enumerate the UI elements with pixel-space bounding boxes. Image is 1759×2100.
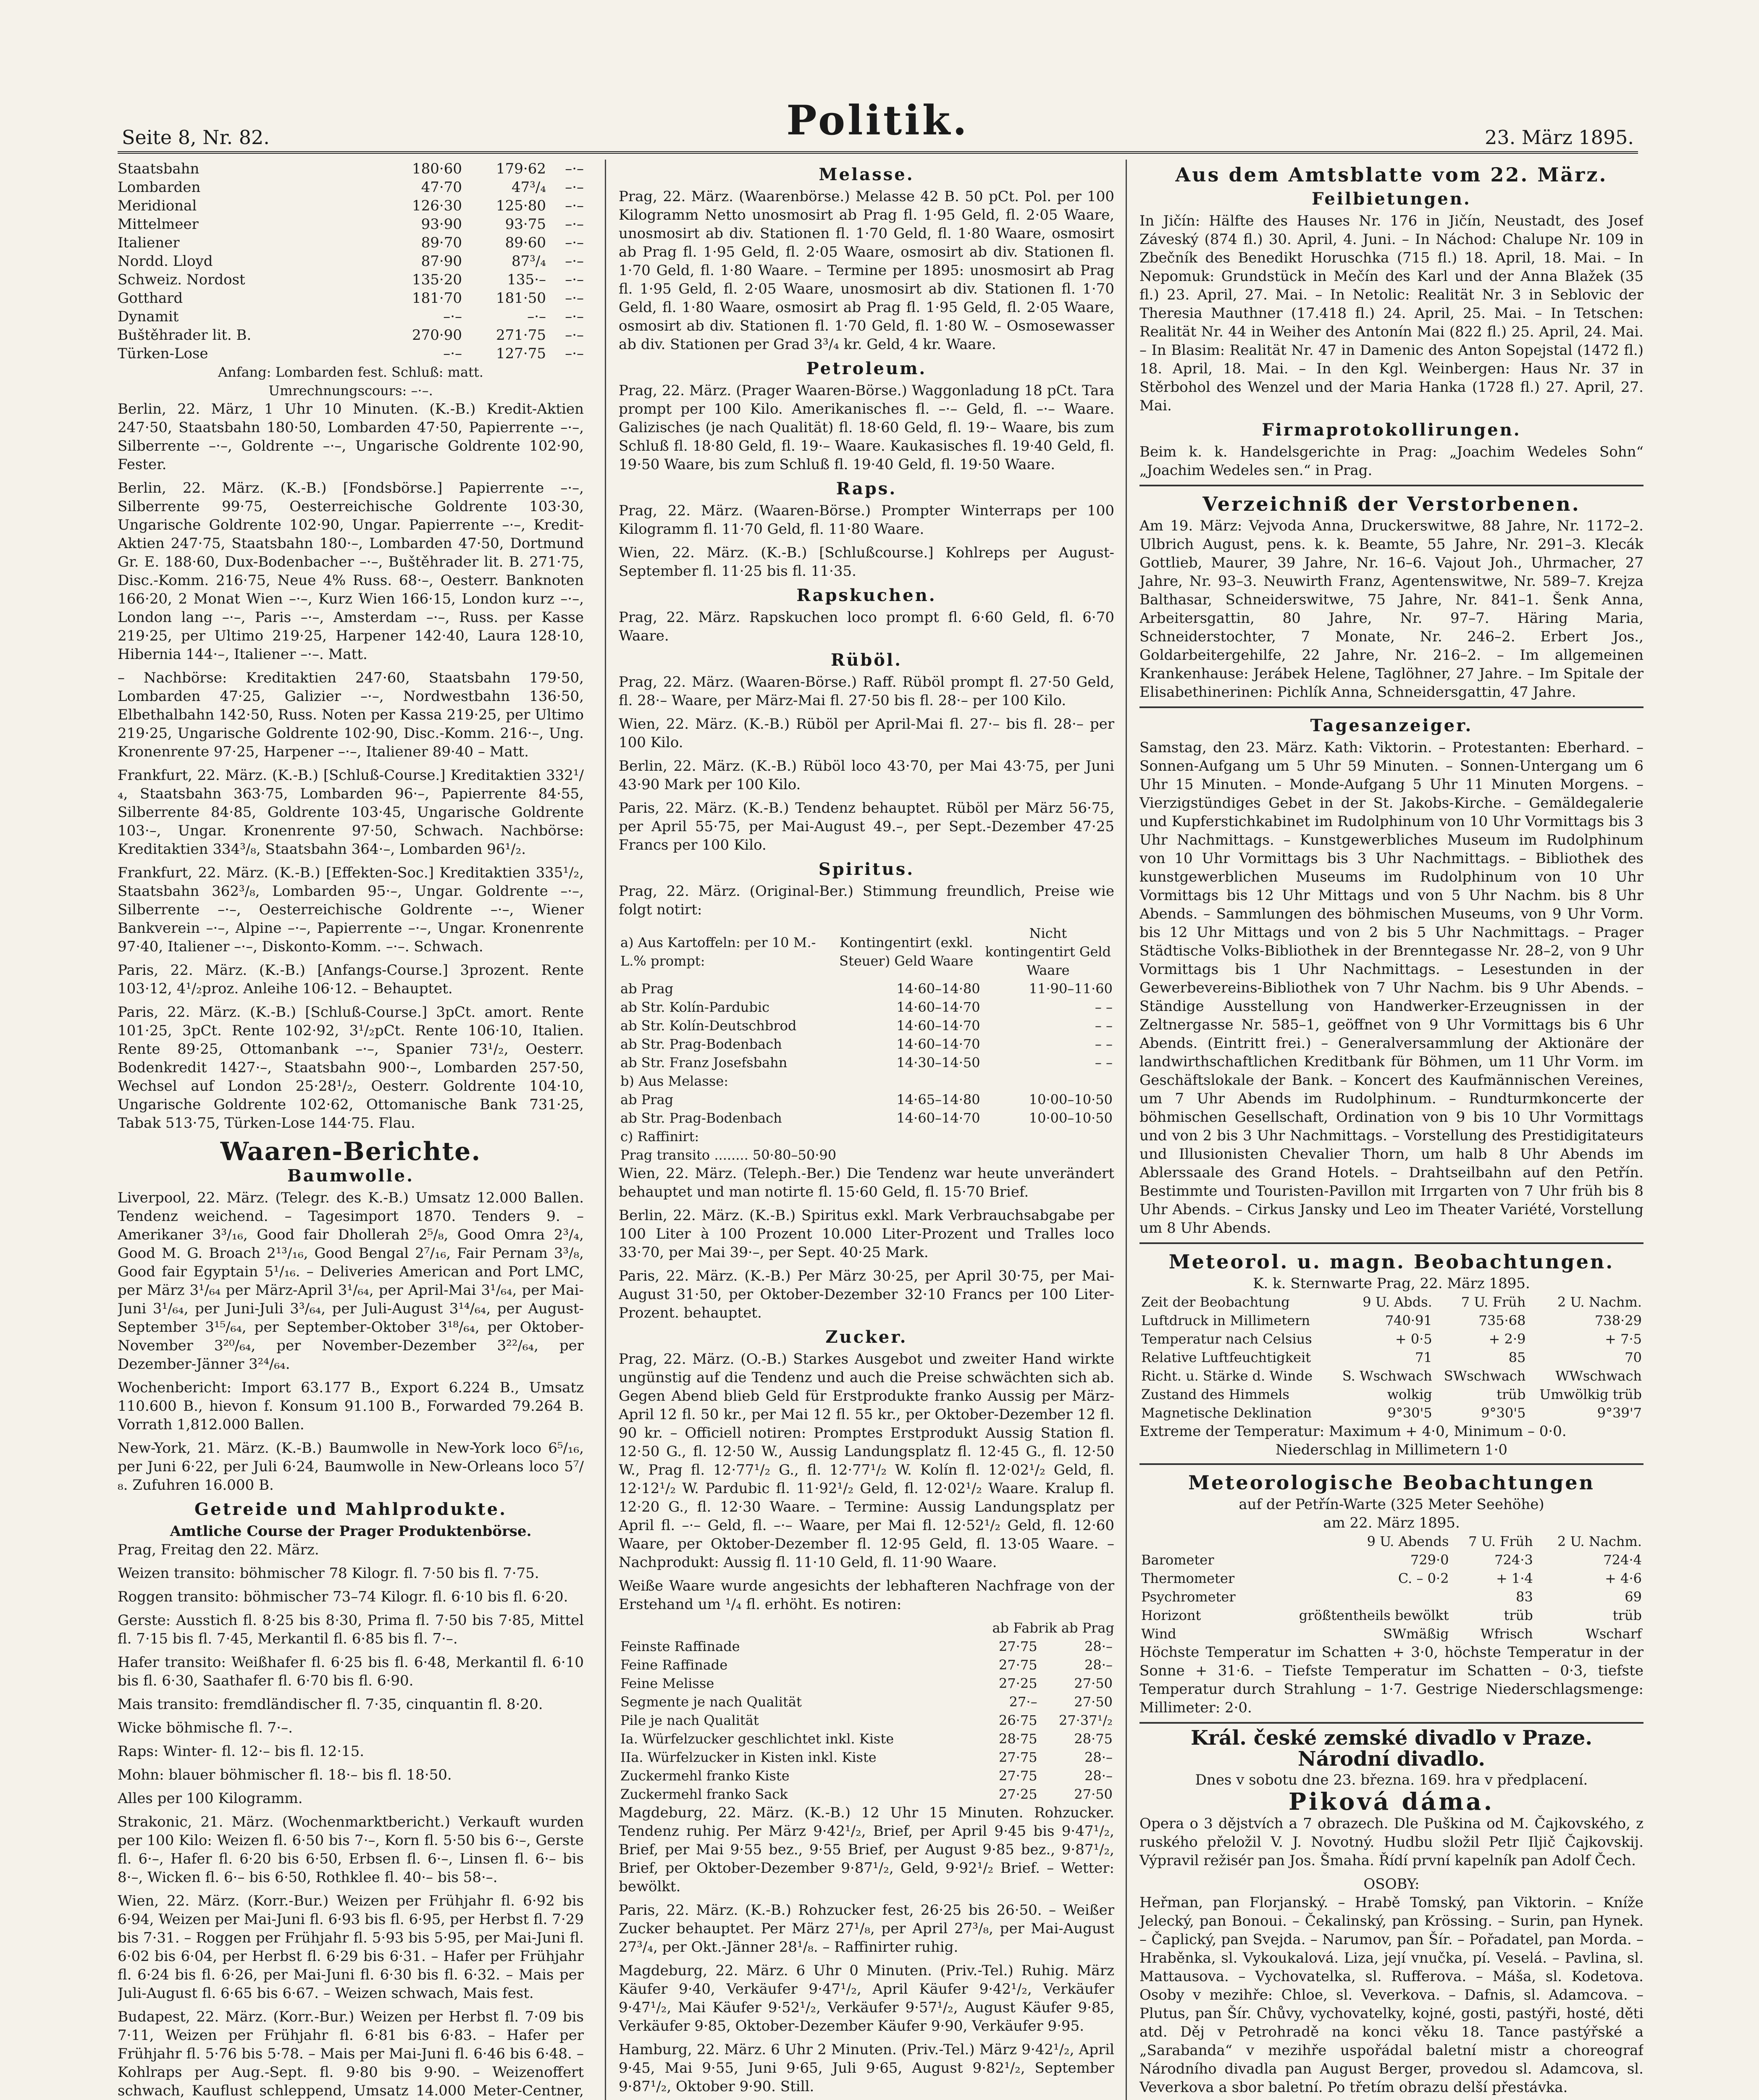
page-number: Seite 8, Nr. 82. xyxy=(122,126,270,149)
zucker-row-cell: 27·25 xyxy=(998,1675,1037,1691)
spiritus-b-label: b) Aus Melasse: xyxy=(620,1073,729,1089)
spiritus-row-cell: ab Str. Prag-Bodenbach xyxy=(620,1110,782,1126)
zucker-row-cell: 28·– xyxy=(1084,1768,1113,1784)
getreide-text xyxy=(118,1541,584,2100)
stock-value-3: –·– xyxy=(565,160,584,177)
stock-value-1: 270·90 xyxy=(412,327,462,344)
exchange-report: Frankfurt, 22. März. (K.-B.) [Effekten-Soc.] Kreditaktien 335¹/₂, Staatsbahn 362³/₈, Lombarden 95·–, Ungar. Goldrente –·–, Silberrente –·–, Oesterreichische Goldrente –·–, Wiener Bankverein –·–, Alpine –·–, Papierrente –·–, Ungar. Kronenrente 97·40, Italiener –·–, Diskonto-Komm. –·–. Schwach. xyxy=(118,864,584,955)
baumwolle-heading: Baumwolle. xyxy=(287,1166,414,1186)
meteo2-row-cell: trüb xyxy=(1504,1607,1533,1623)
spiritus-row xyxy=(619,1090,1114,1109)
stock-name: Mittelmeer xyxy=(118,216,199,233)
column-2 xyxy=(605,160,1114,2100)
meteo2-row-cell: 724·3 xyxy=(1494,1552,1533,1568)
meteo-row-cell: trüb xyxy=(1496,1386,1526,1402)
zucker-row xyxy=(619,1693,1114,1711)
zucker-row-cell: 27·75 xyxy=(998,1768,1037,1784)
theatre1-line: Dnes v sobotu dne 23. března. 169. hra v předplacení. xyxy=(1195,1772,1588,1788)
meteo2-row-cell: Barometer xyxy=(1141,1552,1214,1568)
stock-value-1: –·– xyxy=(443,345,462,362)
zucker-row xyxy=(619,1637,1114,1656)
zucker-row-cell: 27·75 xyxy=(998,1638,1037,1654)
stock-value-1: 135·20 xyxy=(412,271,462,288)
zucker-row-cell: 27·75 xyxy=(998,1657,1037,1673)
meteo-row-cell: Relative Luftfeuchtigkeit xyxy=(1141,1349,1311,1365)
meteo-row-cell: 85 xyxy=(1508,1349,1526,1365)
getreide-report: Raps: Winter- fl. 12·– bis fl. 12·15. xyxy=(118,1743,365,1760)
stock-row xyxy=(118,160,584,178)
exchange-report: Berlin, 22. März, 1 Uhr 10 Minuten. (K.-B.) Kredit-Aktien 247·50, Staatsbahn 180·50, Lombarden 47·50, Papierrente –·–, Silberrente –·–, Goldrente –·–, Ungarische Goldrente 102·90, Fester. xyxy=(118,401,584,473)
petroleum-text: Prag, 22. März. (Prager Waaren-Börse.) Waggonladung 18 pCt. Tara prompt per 100 Kilo. Amerikanisches fl. –·– Geld, fl. –·– Waare. Galizisches (je nach Qualität) fl. 18·60 Geld, fl. 19·– Waare, bis zum Schluß fl. 18·80 Geld, fl. 19·– Waare. Kaukasisches fl. 19·40 Geld, fl. 19·50 Waare, bis zum Schluß fl. 19·40 Geld, fl. 19·50 Waare. xyxy=(619,382,1114,473)
stock-value-2: 47³/₄ xyxy=(512,179,546,196)
melasse-text: Prag, 22. März. (Waarenbörse.) Melasse 42 B. 50 pCt. Pol. per 100 Kilogramm Netto unosmosirt ab Prag fl. 1·95 Geld, fl. 2·05 Waare, unosmosirt ab div. Stationen fl. 1·70 Geld, fl. 1·80 Waare, osmosirt ab Prag fl. 1·95 Geld, fl. 2·05 Waare, osmosirt ab div. Stationen fl. 1·70 Geld, fl. 1·80 Waare. – Termine per 1895: unosmosirt ab Prag fl. 1·95 Geld, fl. 2·05 Waare, unosmosirt ab div. Stationen fl. 1·70 Geld, fl. 1·80 Waare, osmosirt ab Prag fl. 1·95 Geld, fl. 2·05 Waare, osmosirt ab div. Stationen fl. 1·70 Geld, fl. 1·80 W. – Osmosewasser ab div. Stationen per Grad 3³/₄ kr. Geld, 4 kr. Waare. xyxy=(619,188,1114,353)
spiritus-row-cell: 10·00–10·50 xyxy=(1029,1110,1113,1126)
zucker-report: Weiße Waare wurde angesichts der lebhafteren Nachfrage von der Erstehand um ¹/₄ fl. erhöht. Es notiren: xyxy=(619,1578,1114,1613)
stock-name: Italiener xyxy=(118,234,180,251)
theatre1-osoby: OSOBY: xyxy=(1363,1876,1420,1893)
spiritus-row-cell: 14·60–14·80 xyxy=(896,981,980,997)
meteo-extremes: Extreme der Temperatur: Maximum + 4·0, Minimum – 0·0. xyxy=(1139,1423,1567,1440)
baumwolle-text xyxy=(118,1189,584,1494)
stock-value-2: 135·– xyxy=(507,271,546,288)
waaren-heading: Waaren-Berichte. xyxy=(220,1137,481,1166)
stock-row xyxy=(118,234,584,252)
meteo2-subheading-2: am 22. März 1895. xyxy=(1323,1515,1460,1531)
spiritus-text xyxy=(619,1164,1114,1322)
stock-name: Schweiz. Nordost xyxy=(118,271,245,288)
zucker-row xyxy=(619,1730,1114,1748)
zucker-row xyxy=(619,1748,1114,1767)
exchange-reports xyxy=(118,400,584,1132)
stock-name: Staatsbahn xyxy=(118,160,200,177)
stock-value-1: 126·30 xyxy=(412,197,462,214)
zucker-report: Magdeburg, 22. März. (K.-B.) 12 Uhr 15 Minuten. Rohzucker. Tendenz ruhig. Per März 9·42¹/₂, Brief, per April 9·45 bis 9·47¹/₂, Brief, per Mai 9·55 bez., 9·55 Brief, per August 9·85 bez., 9·87¹/₂, Brief, per Oktober-Dezember 9·87¹/₂, Geld, 9·92¹/₂ Brief. – Wetter: bewölkt. xyxy=(619,1804,1114,1895)
raps-report: Wien, 22. März. (K.-B.) [Schlußcourse.] Kohlreps per August-September fl. 11·25 bis fl. 11·35. xyxy=(619,544,1114,580)
getreide-report: Strakonic, 21. März. (Wochenmarktbericht.) Verkauft wurden per 100 Kilo: Weizen fl. 6·50 bis 7·–, Korn fl. 5·50 bis 6·–, Gerste fl. 6·–, Hafer fl. 6·20 bis 6·50, Erbsen fl. 6·–, Linsen fl. 6·– bis 8·–, Wicken fl. 6·– bis 6·50, Rothklee fl. 40·– bis 58·–. xyxy=(118,1814,584,1886)
stock-value-1: 89·70 xyxy=(421,234,462,251)
stock-value-2: 271·75 xyxy=(496,327,546,344)
stock-value-1: –·– xyxy=(443,308,462,325)
spiritus-row xyxy=(619,1035,1114,1053)
getreide-report: Hafer transito: Weißhafer fl. 6·25 bis fl. 6·48, Merkantil fl. 6·10 bis fl. 6·30, Saathafer fl. 6·70 bis fl. 6·90. xyxy=(118,1654,584,1689)
theatre1-play: Piková dáma. xyxy=(1288,1788,1495,1816)
meteo2-table xyxy=(1139,1532,1643,1643)
zucker-row xyxy=(619,1785,1114,1803)
meteo-row-cell: Umwölkig trüb xyxy=(1539,1386,1642,1402)
issue-date: 23. März 1895. xyxy=(1485,126,1634,149)
spiritus-row-cell: – – xyxy=(1095,1036,1113,1052)
getreide-report: Budapest, 22. März. (Korr.-Bur.) Weizen per Herbst fl. 7·09 bis 7·11, Weizen per Frühjahr fl. 6·81 bis 6·83. – Hafer per Frühjahr fl. 5·76 bis 5·78. – Mais per Mai-Juni fl. 6·46 bis 6·48. – Kohlraps per Aug.-Sept. fl. 9·80 bis 9·90. – Weizenoffert schwach, Kauflust schleppend, Umsatz 14.000 Meter-Centner, xyxy=(118,2008,584,2099)
stock-table xyxy=(118,160,584,363)
theatre1-text: Opera o 3 dějstvích a 7 obrazech. Dle Puškina od M. Čajkovského, z ruského přeložil V. J. Novotný. Hudbu složil Petr Iljič Čajkovskij. Výpravil režisér pan Jos. Šmaha. Řídí první kapelník pan Adolf Čech. xyxy=(1139,1815,1643,1869)
getreide-report: Wien, 22. März. (Korr.-Bur.) Weizen per Frühjahr fl. 6·92 bis 6·94, Weizen per Mai-Juni fl. 6·93 bis fl. 6·95, per Herbst fl. 7·29 bis 7·31. – Roggen per Frühjahr fl. 5·93 bis 5·95, per Mai-Juni fl. 6·02 bis 6·04, per Herbst fl. 6·29 bis 6·31. – Hafer per Frühjahr fl. 6·24 bis fl. 6·26, per Mai-Juni fl. 6·30 bis fl. 6·32. – Mais per Juli-August fl. 6·65 bis 6·67. – Weizen schwach, Mais fest. xyxy=(118,1893,584,2002)
spiritus-head-1: a) Aus Kartoffeln: per 10 M.-L.% prompt: xyxy=(620,934,816,969)
getreide-subheading: Amtliche Course der Prager Produktenbörse. xyxy=(170,1523,532,1540)
column-3 xyxy=(1126,160,1643,2100)
zucker-row xyxy=(619,1767,1114,1785)
getreide-heading: Getreide und Mahlprodukte. xyxy=(194,1499,507,1519)
spiritus-report: Paris, 22. März. (K.-B.) Per März 30·25, per April 30·75, per Mai-August 31·50, per Oktober-Dezember 32·10 Francs per 100 Liter-Prozent. behauptet. xyxy=(619,1268,1114,1321)
tagesanzeiger-text: Samstag, den 23. März. Kath: Viktorin. – Protestanten: Eberhard. – Sonnen-Aufgang um 5 Uhr 59 Minuten. – Sonnen-Untergang um 6 Uhr 15 Minuten. – Monde-Aufgang 5 Uhr 11 Minuten Morgens. – Vierzigstündiges Gebet in der St. Jakobs-Kirche. – Gemäldegalerie und Kupferstichkabinet im Rudolphinum von 10 Uhr Vormittags bis 3 Uhr Nachmittags. – Kunstgewerbliches Museum im Rudolphinum von 10 Uhr Vormittags bis 3 Uhr Nachmittags. – Bibliothek des kunstgewerblichen Museums im Rudolphinum von 10 Uhr Vormittags bis 12 Uhr Mittags und von 5 Uhr Nachm. bis 8 Uhr Abends. – Sammlungen des böhmischen Museums, von 9 Uhr Vorm. bis 12 Uhr Mittags und von 2 bis 5 Uhr Nachmittags. – Prager Städtische Volks-Bibliothek in der Brenntegasse Nr. 28–2, von 9 Uhr Vormittags bis 1 Uhr Nachmittags. – Lesestunden in der Gewerbevereins-Bibliothek von 7 Uhr Nachm. bis 9 Uhr Abends. – Ständige Ausstellung von Handwerker-Erzeugnissen in der Zeltnergasse Nr. 585–1, geöffnet von 9 Uhr Vormittags bis 6 Uhr Abends. (Eintritt frei.) – Generalversammlung der Aktionäre der landwirthschaftlichen Kreditbank für Böhmen, um 11 Uhr Vorm. im Geschäftslokale der Bank. – Koncert des Kaufmännischen Vereines, um 7 Uhr Abends im Rudolphinum. – Rundturmkoncerte der böhmischen Gesellschaft, Ordination von 9 bis 10 Uhr Vormittags und von 2 bis 3 Uhr Nachmittags. – Vorstellung des Prestidigitateurs und Illusionisten Chevalier Thorn, um halb 8 Uhr Abends im Ablerssaale des Grand Hotels. – Drahtseilbahn auf den Petřín. Bestimmte und Touristen-Pavillon mit Irrgarten von 7 Uhr früh bis 8 Uhr Abends. – Cirkus Jansky und Leo im Theater Variété, Vorstellung um 8 Uhr Abends. xyxy=(1139,739,1643,1236)
verstorbene-heading: Verzeichniß der Verstorbenen. xyxy=(1202,493,1580,515)
spiritus-row-cell: 14·60–14·70 xyxy=(896,1110,980,1126)
meteo-row-cell: 738·29 xyxy=(1595,1312,1642,1328)
meteo2-row-cell: C. – 0·2 xyxy=(1398,1570,1449,1586)
meteo2-row-cell: Wfrisch xyxy=(1480,1626,1533,1642)
spiritus-head-3: Nicht kontingentirt Geld Waare xyxy=(985,925,1111,978)
spiritus-intro: Prag, 22. März. (Original-Ber.) Stimmung freundlich, Preise wie folgt notirt: xyxy=(619,883,1114,918)
zucker-row-cell: 27·– xyxy=(1009,1694,1037,1710)
meteo2-row-cell: Thermometer xyxy=(1141,1570,1235,1586)
petroleum-heading: Petroleum. xyxy=(806,359,927,378)
stock-row xyxy=(118,326,584,344)
stock-row xyxy=(118,215,584,234)
meteo-row-cell: wolkig xyxy=(1387,1386,1432,1402)
spiritus-row-cell: – – xyxy=(1095,1018,1113,1034)
getreide-report: Roggen transito: böhmischer 73–74 Kilogr. fl. 6·10 bis fl. 6·20. xyxy=(118,1588,568,1605)
spiritus-row-cell: – – xyxy=(1095,1055,1113,1071)
zucker-row-cell: 27·50 xyxy=(1074,1675,1113,1691)
meteo-row xyxy=(1139,1293,1643,1311)
spiritus-row-cell: 14·30–14·50 xyxy=(896,1055,980,1071)
zucker-table xyxy=(619,1637,1114,1803)
spiritus-row-cell: 14·60–14·70 xyxy=(896,1036,980,1052)
zucker-row-cell: 28·– xyxy=(1084,1657,1113,1673)
spiritus-c-row: Prag transito ........ 50·80–50·90 xyxy=(620,1147,837,1163)
rueboel-text xyxy=(619,673,1114,854)
meteo2-row-cell: + 1·4 xyxy=(1496,1570,1533,1586)
stock-row xyxy=(118,197,584,215)
meteo2-row-cell: 729·0 xyxy=(1410,1552,1449,1568)
meteo-row-cell: Zeit der Beobachtung xyxy=(1141,1294,1290,1310)
stock-value-3: –·– xyxy=(565,271,584,288)
rapskuchen-text: Prag, 22. März. Rapskuchen loco prompt fl. 6·60 Geld, fl. 6·70 Waare. xyxy=(619,609,1114,644)
meteo2-row xyxy=(1139,1588,1643,1606)
meteo-row-cell: + 0·5 xyxy=(1395,1331,1432,1347)
meteo-row xyxy=(1139,1311,1643,1330)
raps-heading: Raps. xyxy=(836,479,897,499)
spiritus-report: Wien, 22. März. (Teleph.-Ber.) Die Tendenz war heute unverändert behauptet und man notirte fl. 15·60 Geld, fl. 15·70 Brief. xyxy=(619,1165,1114,1200)
stock-value-2: 179·62 xyxy=(496,160,546,177)
stock-name: Türken-Lose xyxy=(118,345,208,362)
stock-name: Buštěhrader lit. B. xyxy=(118,327,252,344)
exchange-report: Paris, 22. März. (K.-B.) [Anfangs-Course.] 3prozent. Rente 103·12, 4¹/₂proz. Anleihe 106·12. – Behauptet. xyxy=(118,962,584,997)
firma-heading: Firmaprotokollirungen. xyxy=(1262,420,1521,440)
zucker-report: Prag, 22. März. (O.-B.) Starkes Ausgebot und zweiter Hand wirkte ungünstig auf die Tendenz und auch die Preise schwächten sich ab. Gegen Abend blieb Geld für Erstprodukte franko Aussig per März-April 12 fl. 50 kr., per Mai 12 fl. 55 kr., per Oktober-Dezember 12 fl. 90 kr. – Officiell notiren: Promptes Erstprodukt Aussig Station fl. 12·50 G., fl. 12·50 W., Aussig Landungsplatz fl. 12·45 G., fl. 12·50 W., Prag fl. 12·77¹/₂ G., fl. 12·77¹/₂ W. Kolín fl. 12·02¹/₂ Geld, fl. 12·12¹/₂ W. Pardubic fl. 11·92¹/₂ Geld, fl. 12·02¹/₂ Waare. Kralup fl. 12·20 G., fl. 12·30 Waare. – Termine: Aussig Landungsplatz per April fl. –·– Geld, fl. –·– Waare, per Mai fl. 12·52¹/₂ Geld, fl. 12·60 Waare, per Oktober-Dezember fl. 12·95 Geld, fl. 13·05 Waare. – Nachprodukt: Aussig fl. 11·10 Geld, fl. 11·90 Waare. xyxy=(619,1351,1114,1571)
amtsblatt-heading: Aus dem Amtsblatte vom 22. März. xyxy=(1175,163,1608,186)
stock-note-2: Umrechnungscours: –·–. xyxy=(268,383,433,399)
stock-value-1: 93·90 xyxy=(421,216,462,233)
meteo-row-cell: Richt. u. Stärke d. Winde xyxy=(1141,1368,1313,1384)
zucker-row-cell: 28·75 xyxy=(1074,1731,1113,1747)
meteo-rain: Niederschlag in Millimetern 1·0 xyxy=(1275,1441,1508,1458)
rapskuchen-heading: Rapskuchen. xyxy=(796,585,937,605)
meteo-row-cell: 9°30'5 xyxy=(1481,1405,1526,1421)
stock-name: Gotthard xyxy=(118,290,183,307)
stock-name: Dynamit xyxy=(118,308,179,325)
stock-row xyxy=(118,289,584,307)
zucker-more-text xyxy=(619,1803,1114,2100)
meteo2-row xyxy=(1139,1606,1643,1625)
stock-value-3: –·– xyxy=(565,253,584,270)
meteo2-row xyxy=(1139,1569,1643,1588)
meteo2-subheading-1: auf der Petřín-Warte (325 Meter Seehöhe) xyxy=(1239,1496,1544,1513)
spiritus-head-2: Kontingentirt (exkl. Steuer) Geld Waare xyxy=(839,934,974,969)
raps-text xyxy=(619,501,1114,580)
meteo2-col-1: 9 U. Abends xyxy=(1367,1533,1449,1549)
meteo-row xyxy=(1139,1348,1643,1367)
zucker-row-cell: 27·50 xyxy=(1074,1786,1113,1802)
getreide-report: Weizen transito: böhmischer 78 Kilogr. fl. 7·50 bis fl. 7·75. xyxy=(118,1565,539,1582)
stock-value-3: –·– xyxy=(565,308,584,325)
spiritus-row-cell: ab Str. Franz Josefsbahn xyxy=(620,1055,788,1071)
section-title: Politik. xyxy=(786,97,969,144)
spiritus-row-cell: 14·65–14·80 xyxy=(896,1092,980,1108)
zucker-row-cell: 26·75 xyxy=(998,1712,1037,1728)
stock-value-3: –·– xyxy=(565,216,584,233)
raps-report: Prag, 22. März. (Waaren-Börse.) Prompter Winterraps per 100 Kilogramm fl. 11·70 Geld, fl. 11·80 Waare. xyxy=(619,502,1114,538)
zucker-row-cell: Zuckermehl franko Sack xyxy=(620,1786,788,1802)
baumwolle-report: Wochenbericht: Import 63.177 B., Export 6.224 B., Umsatz 110.600 B., hievon f. Konsum 91.100 B., Forwarded 79.264 B. Vorrath 1,812.000 Ballen. xyxy=(118,1379,584,1433)
meteo-row-cell: 71 xyxy=(1415,1349,1432,1365)
zucker-row-cell: Zuckermehl franko Kiste xyxy=(620,1768,790,1784)
stock-value-2: 93·75 xyxy=(505,216,546,233)
meteo-row-cell: 70 xyxy=(1625,1349,1642,1365)
theatre1-subtitle: Národní divadlo. xyxy=(1297,1747,1486,1771)
zucker-row-cell: IIa. Würfelzucker in Kisten inkl. Kiste xyxy=(620,1749,877,1765)
meteo-row xyxy=(1139,1385,1643,1404)
meteo2-row-cell: 724·4 xyxy=(1603,1552,1642,1568)
meteo2-row xyxy=(1139,1551,1643,1569)
meteo2-heading: Meteorologische Beobachtungen xyxy=(1188,1471,1595,1494)
meteo2-row-cell: + 4·6 xyxy=(1605,1570,1642,1586)
spiritus-row-cell: 14·60–14·70 xyxy=(896,999,980,1015)
zucker-row-cell: Pile je nach Qualität xyxy=(620,1712,759,1728)
meteo2-col-2: 7 U. Früh xyxy=(1468,1533,1533,1549)
zucker-row-cell: 27·25 xyxy=(998,1786,1037,1802)
getreide-report: Mohn: blauer böhmischer fl. 18·– bis fl. 18·50. xyxy=(118,1767,452,1783)
spiritus-row-cell: 11·90–11·60 xyxy=(1029,981,1113,997)
spiritus-row xyxy=(619,1053,1114,1072)
meteo2-row-cell: Wscharf xyxy=(1585,1626,1642,1642)
zucker-text xyxy=(619,1350,1114,1614)
stock-value-1: 87·90 xyxy=(421,253,462,270)
meteo-row xyxy=(1139,1330,1643,1348)
zucker-row-cell: 28·– xyxy=(1084,1638,1113,1654)
meteo-row-cell: + 7·5 xyxy=(1605,1331,1642,1347)
spiritus-row-cell: ab Str. Kolín-Pardubic xyxy=(620,999,770,1015)
theatre1-title: Král. české zemské divadlo v Praze. xyxy=(1190,1726,1593,1750)
feilbietungen-heading: Feilbietungen. xyxy=(1312,189,1471,209)
zucker-row-cell: 27·37¹/₂ xyxy=(1058,1712,1113,1728)
zucker-row-cell: 28·75 xyxy=(998,1731,1037,1747)
stock-row xyxy=(118,270,584,289)
meteo2-row-cell: 69 xyxy=(1625,1589,1642,1605)
rueboel-heading: Rüböl. xyxy=(830,650,903,670)
meteo-row-cell: Luftdruck in Millimetern xyxy=(1141,1312,1310,1328)
stock-row xyxy=(118,307,584,326)
baumwolle-report: Liverpool, 22. März. (Telegr. des K.-B.) Umsatz 12.000 Ballen. Tendenz weichend. – Tagesimport 1870. Tenders 9. – Amerikaner 3³/₁₆, Good fair Dhollerah 2⁵/₈, Good Omra 2³/₄, Good M. G. Broach 2¹³/₁₆, Good Bengal 2⁷/₁₆, Fair Pernam 3³/₈, Good fair Egyptain 5¹/₁₆. – Deliveries American and Port LMC, per März 3¹/₆₄ per März-April 3¹/₆₄, per April-Mai 3¹/₆₄, per Mai-Juni 3¹/₆₄, per Juni-Juli 3³/₆₄, per Juli-August 3¹⁴/₆₄, per August-September 3¹⁵/₆₄, per September-Oktober 3¹⁸/₆₄, per Oktober-November 3²⁰/₆₄, per November-Dezember 3²²/₆₄, per Dezember-Jänner 3²⁴/₆₄. xyxy=(118,1189,584,1373)
meteo-row-cell: 9°30'5 xyxy=(1387,1405,1432,1421)
stock-value-2: –·– xyxy=(527,308,546,325)
rueboel-report: Prag, 22. März. (Waaren-Börse.) Raff. Rüböl prompt fl. 27·50 Geld, fl. 28·– Waare, per März-Mai fl. 27·50 bis fl. 28·– per 100 Kilo. xyxy=(619,674,1114,709)
spiritus-heading: Spiritus. xyxy=(818,859,915,879)
meteo2-row-cell: Wind xyxy=(1141,1626,1176,1642)
rueboel-report: Paris, 22. März. (K.-B.) Tendenz behauptet. Rüböl per März 56·75, per April 55·75, per Mai-August 49.–, per Sept.-Dezember 47·25 Francs per 100 Kilo. xyxy=(619,800,1114,853)
spiritus-row-cell: ab Prag xyxy=(620,981,674,997)
meteo-row-cell: + 2·9 xyxy=(1489,1331,1526,1347)
meteo-row-cell: 735·68 xyxy=(1478,1312,1526,1328)
stock-value-3: –·– xyxy=(565,179,584,196)
meteo-row-cell: Magnetische Deklination xyxy=(1141,1405,1312,1421)
column-1 xyxy=(118,160,584,2100)
getreide-report: Prag, Freitag den 22. März. xyxy=(118,1541,319,1558)
rueboel-report: Wien, 22. März. (K.-B.) Rüböl per April-Mai fl. 27·– bis fl. 28·– per 100 Kilo. xyxy=(619,716,1114,751)
spiritus-report: Berlin, 22. März. (K.-B.) Spiritus exkl. Mark Verbrauchsabgabe per 100 Liter à 100 Prozent 10.000 Liter-Prozent und Tralles loco 33·70, per Mai 39·–, per Sept. 40·25 Mark. xyxy=(619,1207,1114,1261)
page-header xyxy=(118,97,1638,154)
zucker-report: Paris, 22. März. (K.-B.) Rohzucker fest, 26·25 bis 26·50. – Weißer Zucker behauptet. Per März 27¹/₈, per April 27³/₈, per Mai-August 27³/₄, per Okt.-Jänner 28¹/₈. – Raffinirter ruhig. xyxy=(619,1902,1114,1956)
getreide-report: Gerste: Ausstich fl. 8·25 bis 8·30, Prima fl. 7·50 bis 7·85, Mittel fl. 7·15 bis fl. 7·45, Merkantil fl. 6·85 bis fl. 7·–. xyxy=(118,1612,584,1647)
feilbietungen-text: In Jičín: Hälfte des Hauses Nr. 176 in Jičín, Neustadt, des Josef Záveský (874 fl.) 30. April, 4. Juni. – In Náchod: Chalupe Nr. 109 in Zbečník des Benedikt Horuschka (715 fl.) 18. April, 18. Mai. – In Nepomuk: Grundstück in Mečín des Karl und der Anna Blažek (35 fl.) 23. April, 27. Mai. – In Netolic: Realität Nr. 3 in Seblovic der Theresia Mauthner (17.418 fl.) 24. April, 25. Mai. – In Tetschen: Realität Nr. 44 in Weiher des Antonín Mai (822 fl.) 25. April, 24. Mai. – In Blasim: Realität Nr. 47 in Damenic des Anton Sopejstal (1472 fl.) 18. April, 18. Mai. – In den Kgl. Weinbergen: Haus Nr. 37 in Stěrbohol des Wenzel und der Maria Hanka (1728 fl.) 27. April, 27. Mai. xyxy=(1139,213,1643,414)
getreide-report: Mais transito: fremdländischer fl. 7·35, cinquantin fl. 8·20. xyxy=(118,1696,543,1713)
meteo2-row-cell: Horizont xyxy=(1141,1607,1201,1623)
zucker-row-cell: 27·50 xyxy=(1074,1694,1113,1710)
meteo-row-cell: Zustand des Himmels xyxy=(1141,1386,1289,1402)
meteo-row-cell: WWschwach xyxy=(1555,1368,1642,1384)
meteo-subheading: K. k. Sternwarte Prag, 22. März 1895. xyxy=(1253,1275,1530,1292)
spiritus-c-label: c) Raffinirt: xyxy=(620,1129,699,1144)
zucker-row-cell: Ia. Würfelzucker geschlichtet inkl. Kiste xyxy=(620,1731,894,1747)
zucker-report: Magdeburg, 22. März. 6 Uhr 0 Minuten. (Priv.-Tel.) Ruhig. März Käufer 9·40, Verkäufer 9·47¹/₂, April Käufer 9·42¹/₂, Verkäufer 9·47¹/₂, Mai Käufer 9·52¹/₂, Verkäufer 9·57¹/₂, August Käufer 9·85, Verkäufer 9·85, Oktober-Dezember Käufer 9·90, Verkäufer 9·95. xyxy=(619,1962,1114,2034)
stock-value-3: –·– xyxy=(565,327,584,344)
zucker-row-cell: Segmente je nach Qualität xyxy=(620,1694,802,1710)
stock-note: Anfang: Lombarden fest. Schluß: matt. xyxy=(218,364,483,380)
meteo2-row-cell: Psychrometer xyxy=(1141,1589,1236,1605)
stock-name: Lombarden xyxy=(118,179,201,196)
meteo2-text: Höchste Temperatur im Schatten + 3·0, höchste Temperatur in der Sonne + 31·6. – Tiefste Temperatur im Schatten – 0·3, tiefste Temperatur durch Strahlung – 1·7. Gestrige Niederschlagsmenge: Millimeter: 2·0. xyxy=(1139,1644,1643,1716)
meteo2-col-3: 2 U. Nachm. xyxy=(1557,1533,1642,1549)
stock-value-1: 180·60 xyxy=(412,160,462,177)
stock-name: Meridional xyxy=(118,197,197,214)
meteo-row-cell: 9°39'7 xyxy=(1597,1405,1642,1421)
meteo-row-cell: S. Wschwach xyxy=(1342,1368,1432,1384)
exchange-report: Frankfurt, 22. März. (K.-B.) [Schluß-Course.] Kreditaktien 332¹/₄, Staatsbahn 363·75, Lombarden 96·–, Papierrente 84·55, Silberrente 84·85, Goldrente 103·45, Ungarische Goldrente 103·–, Ungar. Kronenrente 97·50, Schwach. Nachbörse: Kreditaktien 334³/₈, Staatsbahn 364·–, Lombarden 96¹/₂. xyxy=(118,767,584,858)
stock-value-3: –·– xyxy=(565,197,584,214)
spiritus-table xyxy=(619,924,1114,1164)
meteo-row xyxy=(1139,1404,1643,1422)
stock-name: Nordd. Lloyd xyxy=(118,253,213,270)
meteo-table xyxy=(1139,1293,1643,1422)
stock-value-2: 87³/₄ xyxy=(512,253,546,270)
tagesanzeiger-heading: Tagesanzeiger. xyxy=(1310,716,1473,735)
exchange-report: Paris, 22. März. (K.-B.) [Schluß-Course.] 3pCt. amort. Rente 101·25, 3pCt. Rente 102·92, 3¹/₂pCt. Rente 106·10, Italien. Rente 89·25, Ottomanbank –·–, Spanier 73¹/₂, Oesterr. Bodenkredit 1427·–, Staatsbahn 900·–, Lombarden 257·50, Wechsel auf London 25·28¹/₂, Oesterr. Goldrente 104·10, Ungarische Goldrente 102·62, Ottomanische Bank 731·25, Tabak 513·75, Türken-Lose 144·75. Flau. xyxy=(118,1004,584,1131)
exchange-report: – Nachbörse: Kreditaktien 247·60, Staatsbahn 179·50, Lombarden 47·25, Galizier –·–, Nordwestbahn 136·50, Elbethalbahn 142·50, Russ. Noten per Kassa 219·25, per Ultimo 219·25, Ungarische Goldrente 102·90, Disc.-Komm. 216·–, Ung. Kronenrente 97·25, Harpener –·–, Italiener 89·40 – Matt. xyxy=(118,669,584,760)
zucker-row-cell: Feinste Raffinade xyxy=(620,1638,740,1654)
meteo-row xyxy=(1139,1367,1643,1385)
spiritus-row-cell: ab Str. Prag-Bodenbach xyxy=(620,1036,782,1052)
zucker-row xyxy=(619,1674,1114,1693)
spiritus-row-cell: 14·60–14·70 xyxy=(896,1018,980,1034)
stock-row xyxy=(118,178,584,197)
spiritus-row-cell: ab Prag xyxy=(620,1092,674,1108)
zucker-row xyxy=(619,1656,1114,1674)
stock-value-2: 125·80 xyxy=(496,197,546,214)
stock-value-3: –·– xyxy=(565,234,584,251)
spiritus-row xyxy=(619,1109,1114,1127)
zucker-row xyxy=(619,1711,1114,1730)
stock-value-2: 89·60 xyxy=(505,234,546,251)
meteo-row-cell: 7 U. Früh xyxy=(1461,1294,1526,1310)
firma-text: Beim k. k. Handelsgerichte in Prag: „Joachim Wedeles Sohn“ „Joachim Wedeles sen.“ in Prag. xyxy=(1139,444,1643,479)
getreide-report: Wicke böhmische fl. 7·–. xyxy=(118,1719,293,1736)
zucker-heading: Zucker. xyxy=(825,1327,908,1347)
meteo2-row-cell: trüb xyxy=(1612,1607,1642,1623)
stock-value-2: 127·75 xyxy=(496,345,546,362)
spiritus-row-cell: 10·00–10·50 xyxy=(1029,1092,1113,1108)
spiritus-row xyxy=(619,1016,1114,1035)
spiritus-row-cell: – – xyxy=(1095,999,1113,1015)
meteo2-row xyxy=(1139,1625,1643,1643)
stock-value-2: 181·50 xyxy=(496,290,546,307)
meteo-heading: Meteorol. u. magn. Beobachtungen. xyxy=(1168,1250,1615,1273)
zucker-row-cell: 28·– xyxy=(1084,1749,1113,1765)
meteo-row-cell: 740·91 xyxy=(1385,1312,1432,1328)
stock-value-1: 181·70 xyxy=(412,290,462,307)
zucker-row-cell: 27·75 xyxy=(998,1749,1037,1765)
stock-value-3: –·– xyxy=(565,345,584,362)
stock-row xyxy=(118,344,584,363)
spiritus-row xyxy=(619,979,1114,998)
zucker-row-cell: Feine Raffinade xyxy=(620,1657,728,1673)
getreide-report: Alles per 100 Kilogramm. xyxy=(118,1790,303,1807)
verstorbene-text: Am 19. März: Vejvoda Anna, Druckerswitwe, 88 Jahre, Nr. 1172–2. Ulbrich August, pens. k. k. Beamte, 55 Jahre, Nr. 291–3. Klecák Gottlieb, Maurer, 39 Jahre, Nr. 16–6. Vajout Joh., Uhrmacher, 27 Jahre, Nr. 93–3. Neuwirth Franz, Agentenswitwe, Nr. 589–7. Krejza Balthasar, Schneiderswitwe, 75 Jahre, Nr. 841–1. Šenk Anna, Arbeitersgattin, 80 Jahre, Nr. 97–7. Häring Maria, Schneiderstochter, 7 Monate, Nr. 246–2. Erbert Jos., Goldarbeitergehilfe, 22 Jahre, Nr. 216–2. – Im allgemeinen Krankenhause: Jerábek Helene, Taglöhner, 27 Jahre. – Im Spitale der Elisabethinerinen: Pichlík Anna, Schneidersgattin, 47 Jahre. xyxy=(1139,517,1643,701)
meteo2-row-cell: 83 xyxy=(1516,1589,1533,1605)
zucker-table-head: ab Fabrik ab Prag xyxy=(992,1620,1114,1636)
meteo2-row-cell: SWmäßig xyxy=(1383,1626,1449,1642)
meteo-row-cell: Temperatur nach Celsius xyxy=(1141,1331,1312,1347)
meteo2-row-cell xyxy=(1260,1588,1450,1606)
meteo-row-cell: SWschwach xyxy=(1444,1368,1526,1384)
melasse-heading: Melasse. xyxy=(819,165,914,184)
stock-value-3: –·– xyxy=(565,290,584,307)
stock-value-1: 47·70 xyxy=(421,179,462,196)
meteo-row-cell: 2 U. Nachm. xyxy=(1557,1294,1642,1310)
rueboel-report: Berlin, 22. März. (K.-B.) Rüböl loco 43·70, per Mai 43·75, per Juni 43·90 Mark per 100 Kilo. xyxy=(619,758,1114,793)
zucker-report: Hamburg, 22. März. 6 Uhr 2 Minuten. (Priv.-Tel.) März 9·42¹/₂, April 9·45, Mai 9·55, Juni 9·65, Juli 9·65, August 9·82¹/₂, September 9·87¹/₂, Oktober 9·90. Still. xyxy=(619,2041,1114,2095)
baumwolle-report: New-York, 21. März. (K.-B.) Baumwolle in New-York loco 6⁵/₁₆, per Juni 6·22, per Juli 6·24, Baumwolle in New-Orleans loco 5⁷/₈. Zufuhren 16.000 B. xyxy=(118,1440,584,1494)
spiritus-row-cell: ab Str. Kolín-Deutschbrod xyxy=(620,1018,797,1034)
zucker-row-cell: Feine Melisse xyxy=(620,1675,714,1691)
meteo2-row-cell: größtentheils bewölkt xyxy=(1299,1607,1449,1623)
theatre1-cast: Heřman, pan Florjanský. – Hrabě Tomský, pan Viktorin. – Kníže Jelecký, pan Bonoui. – Čekalinský, pan Krössing. – Surin, pan Hynek. – Čaplický, pan Svejda. – Narumov, pan Šír. – Pořadatel, pan Morda. – Hraběnka, sl. Vykoukalová. Liza, její vnučka, pí. Veselá. – Pavlina, sl. Mattausova. – Vychovatelka, sl. Rufferova. – Máša, sl. Kodetova. Osoby v mezihře: Chloe, sl. Veverkova. – Dafnis, sl. Adamcova. – Plutus, pan Šír. Chůvy, vychovatelky, kojné, gosti, pastýři, hosté, děti atd. Děj v Petrohradě na konci věku 18. Tance pastýřské a „Sarabanda“ v mezihře uspořádal baletní mistr a choreograf Národního divadla pan August Berger, provedou sl. Adamcova, sl. Veverkova a sbor baletní. Po třetím obrazu delší přestávka. xyxy=(1139,1894,1643,2096)
exchange-report: Berlin, 22. März. (K.-B.) [Fondsbörse.] Papierrente –·–, Silberrente 99·75, Oesterreichische Goldrente 103·30, Ungarische Goldrente 102·90, Ungar. Papierrente –·–, Kredit-Aktien 247·75, Staatsbahn 180·–, Lombarden 47·50, Dortmund Gr. E. 188·60, Dux-Bodenbacher –·–, Buštěhrader lit. B. 271·75, Disc.-Komm. 216·75, Neue 4% Russ. 68·–, Oesterr. Banknoten 166·20, 2 Monat Wien –·–, Kurz Wien 166·15, London kurz –·–, London lang –·–, Paris –·–, Amsterdam –·–, Russ. per Kasse 219·25, per Ultimo 219·25, Harpener 142·40, Laura 128·10, Hibernia 144·–, Italiener –·–. Matt. xyxy=(118,480,584,663)
stock-row xyxy=(118,252,584,270)
meteo-row-cell: 9 U. Abds. xyxy=(1363,1294,1432,1310)
spiritus-row xyxy=(619,998,1114,1016)
